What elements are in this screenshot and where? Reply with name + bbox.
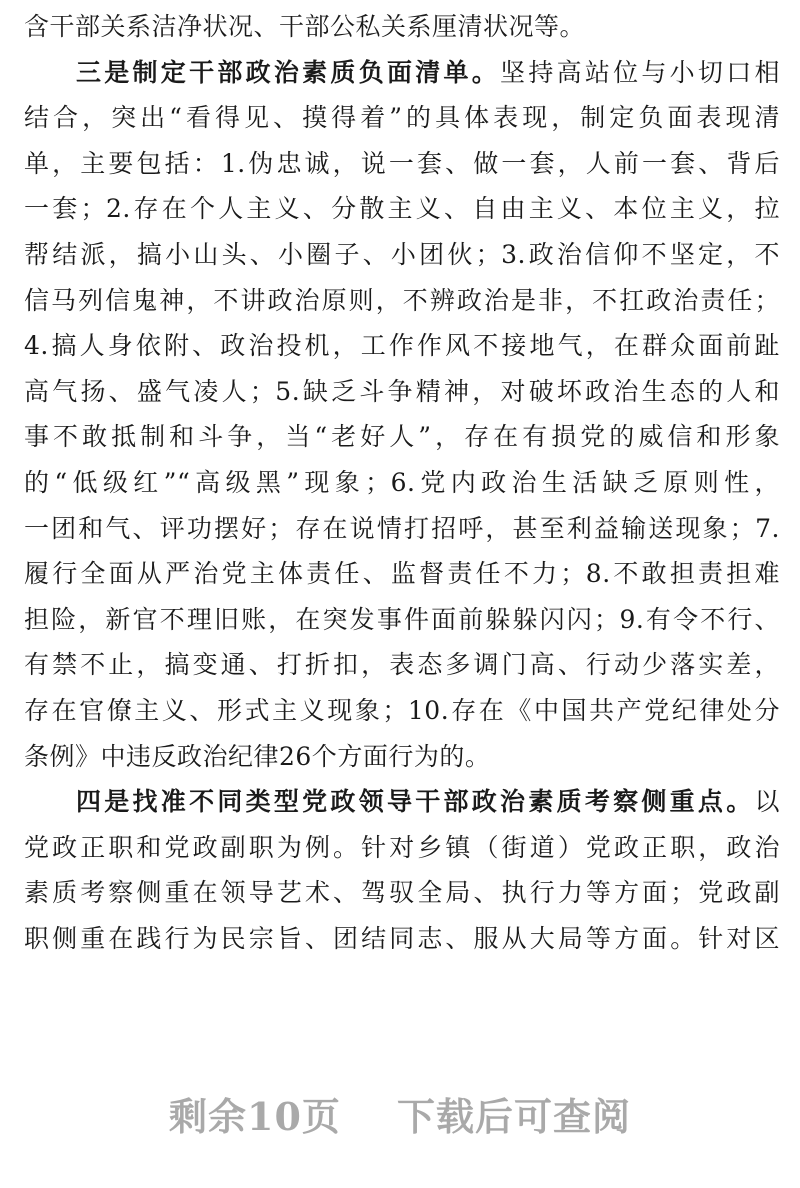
paragraph-start-line: 四是找准不同类型党政领导干部政治素质考察侧重点。以 [76, 787, 780, 817]
remaining-pages-label: 剩余10页 [169, 1094, 341, 1139]
paragraph-heading: 四是找准不同类型党政领导干部政治素质考察侧重点。 [76, 787, 755, 817]
text-line: 存在官僚主义、形式主义现象；10.存在《中国共产党纪律处分 [24, 695, 780, 725]
text-line: 一套；2.存在个人主义、分散主义、自由主义、本位主义，拉 [24, 194, 780, 224]
text-line: 的“低级红”“高级黑”现象；6.党内政治生活缺乏原则性， [24, 467, 780, 497]
text-line: 党政正职和党政副职为例。针对乡镇（街道）党政正职，政治 [24, 832, 780, 862]
download-to-view-label: 下载后可查阅 [396, 1094, 631, 1139]
text-line: 条例》中违反政治纪律26个方面行为的。 [24, 741, 491, 771]
text-line: 职侧重在践行为民宗旨、团结同志、服从大局等方面。针对区 [24, 923, 780, 953]
text-line: 4.搞人身依附、政治投机，工作作风不接地气，在群众面前趾 [24, 331, 780, 361]
text-line: 有禁不止，搞变通、打折扣，表态多调门高、行动少落实差， [24, 650, 780, 680]
paragraph-heading: 三是制定干部政治素质负面清单。 [76, 57, 501, 87]
text-line: 信马列信鬼神，不讲政治原则，不辨政治是非，不扛政治责任； [24, 285, 780, 315]
text-line: 担险，新官不理旧账，在突发事件面前躲躲闪闪；9.有令不行、 [24, 604, 780, 634]
paragraph-start-line: 三是制定干部政治素质负面清单。坚持高站位与小切口相 [76, 57, 780, 87]
text-line: 高气扬、盛气凌人；5.缺乏斗争精神，对破坏政治生态的人和 [24, 376, 780, 406]
text-line: 一团和气、评功摆好；存在说情打招呼，甚至利益输送现象；7. [24, 513, 780, 543]
text-line: 事不敢抵制和斗争，当“老好人”，存在有损党的威信和形象 [24, 422, 780, 452]
text-line: 含干部关系洁净状况、干部公私关系厘清状况等。 [24, 12, 586, 41]
text-line: 履行全面从严治党主体责任、监督责任不力；8.不敢担责担难 [24, 559, 780, 589]
text-line: 帮结派，搞小山头、小圈子、小团伙；3.政治信仰不坚定，不 [24, 239, 780, 269]
text-line: 素质考察侧重在领导艺术、驾驭全局、执行力等方面；党政副 [24, 878, 780, 908]
text-line: 单，主要包括：1.伪忠诚，说一套、做一套，人前一套、背后 [24, 148, 780, 178]
download-banner[interactable] [0, 1086, 800, 1141]
document-body [24, 4, 780, 961]
text-line: 结合，突出“看得见、摸得着”的具体表现，制定负面表现清 [24, 103, 780, 133]
